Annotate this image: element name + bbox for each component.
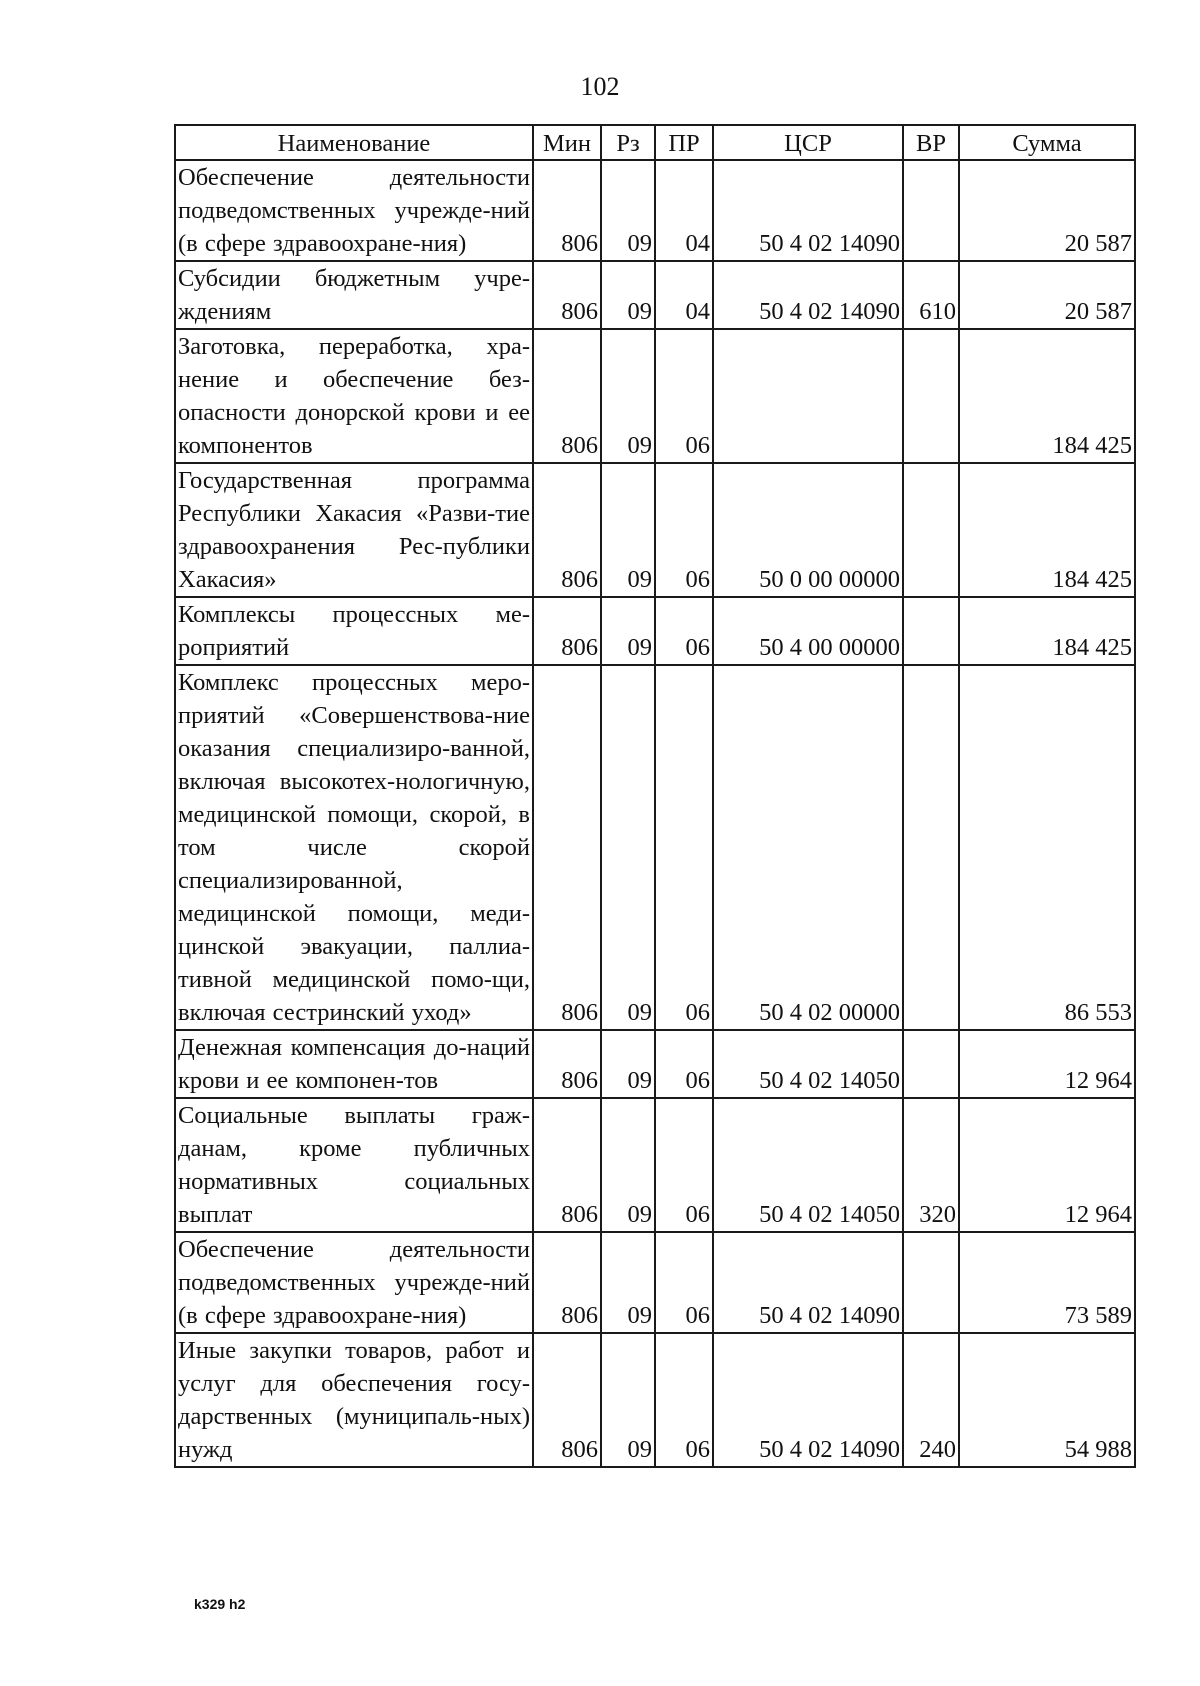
- table-row: [175, 1098, 1135, 1232]
- row-csr: 50 4 02 14090: [713, 261, 903, 329]
- table-row: [175, 597, 1135, 665]
- table-row: [175, 463, 1135, 597]
- row-csr: 50 0 00 00000: [713, 463, 903, 597]
- page-number: 102: [580, 72, 620, 101]
- table-row: [175, 160, 1135, 261]
- header-csr: ЦСР: [713, 125, 903, 160]
- table-row: [175, 1030, 1135, 1098]
- header-sum: Сумма: [959, 125, 1135, 160]
- table-row: [175, 665, 1135, 1030]
- row-min: 806: [533, 597, 601, 665]
- table-row: [175, 261, 1135, 329]
- row-sum: 54 988: [959, 1333, 1135, 1467]
- row-pr: 06: [655, 1030, 713, 1098]
- header-rz: Рз: [601, 125, 655, 160]
- table-row: [175, 1232, 1135, 1333]
- row-rz: 09: [601, 1030, 655, 1098]
- row-sum: 12 964: [959, 1030, 1135, 1098]
- row-pr: 06: [655, 329, 713, 463]
- row-csr: [713, 329, 903, 463]
- row-rz: 09: [601, 597, 655, 665]
- row-vr: [903, 665, 959, 1030]
- row-name: Денежная компенсация до-наций крови и ее компонен-тов: [175, 1030, 533, 1098]
- row-pr: 06: [655, 1232, 713, 1333]
- header-name: Наименование: [175, 125, 533, 160]
- row-sum: 184 425: [959, 597, 1135, 665]
- row-rz: 09: [601, 261, 655, 329]
- row-sum: 184 425: [959, 463, 1135, 597]
- row-name: Комплексы процессных ме-роприятий: [175, 597, 533, 665]
- row-min: 806: [533, 261, 601, 329]
- row-sum: 73 589: [959, 1232, 1135, 1333]
- row-rz: 09: [601, 665, 655, 1030]
- row-min: 806: [533, 1098, 601, 1232]
- row-pr: 04: [655, 261, 713, 329]
- row-csr: 50 4 02 00000: [713, 665, 903, 1030]
- row-name: Комплекс процессных меро-приятий «Совершенствова-ние оказания специализиро-ванной, включая высокотех-нологичную, медицинской помощи, скорой, в том числе скорой специализированной, медицинской помощи, меди-цинской эвакуации, паллиа-тивной медицинской помо-щи, включая сестринский уход»: [175, 665, 533, 1030]
- row-pr: 06: [655, 597, 713, 665]
- row-vr: [903, 1030, 959, 1098]
- row-vr: [903, 160, 959, 261]
- row-sum: 20 587: [959, 160, 1135, 261]
- row-min: 806: [533, 463, 601, 597]
- row-min: 806: [533, 1232, 601, 1333]
- row-csr: 50 4 02 14050: [713, 1030, 903, 1098]
- row-csr: 50 4 02 14090: [713, 1333, 903, 1467]
- row-csr: 50 4 02 14050: [713, 1098, 903, 1232]
- row-pr: 06: [655, 1098, 713, 1232]
- header-min: Мин: [533, 125, 601, 160]
- row-min: 806: [533, 1333, 601, 1467]
- row-rz: 09: [601, 160, 655, 261]
- row-rz: 09: [601, 329, 655, 463]
- row-csr: 50 4 00 00000: [713, 597, 903, 665]
- table-header: [175, 125, 1135, 160]
- row-rz: 09: [601, 1098, 655, 1232]
- row-min: 806: [533, 665, 601, 1030]
- row-csr: 50 4 02 14090: [713, 160, 903, 261]
- row-rz: 09: [601, 1232, 655, 1333]
- row-min: 806: [533, 329, 601, 463]
- row-sum: 184 425: [959, 329, 1135, 463]
- row-sum: 86 553: [959, 665, 1135, 1030]
- row-vr: [903, 597, 959, 665]
- row-name: Иные закупки товаров, работ и услуг для обеспечения госу-дарственных (муниципаль-ных) нужд: [175, 1333, 533, 1467]
- row-vr: [903, 1232, 959, 1333]
- row-name: Обеспечение деятельности подведомственных учрежде-ний (в сфере здравоохране-ния): [175, 1232, 533, 1333]
- row-sum: 12 964: [959, 1098, 1135, 1232]
- header-row: [175, 125, 1135, 160]
- table-row: [175, 329, 1135, 463]
- row-name: Социальные выплаты граж-данам, кроме публичных нормативных социальных выплат: [175, 1098, 533, 1232]
- row-vr: 320: [903, 1098, 959, 1232]
- row-min: 806: [533, 1030, 601, 1098]
- row-rz: 09: [601, 1333, 655, 1467]
- row-pr: 04: [655, 160, 713, 261]
- row-csr: 50 4 02 14090: [713, 1232, 903, 1333]
- row-name: Заготовка, переработка, хра-нение и обеспечение без-опасности донорской крови и ее компонентов: [175, 329, 533, 463]
- table-body: [175, 160, 1135, 1467]
- row-pr: 06: [655, 1333, 713, 1467]
- row-vr: 240: [903, 1333, 959, 1467]
- row-pr: 06: [655, 665, 713, 1030]
- row-rz: 09: [601, 463, 655, 597]
- row-pr: 06: [655, 463, 713, 597]
- header-vr: ВР: [903, 125, 959, 160]
- budget-table: [174, 124, 1136, 1468]
- row-name: Государственная программа Республики Хакасия «Разви-тие здравоохранения Рес-публики Хакасия»: [175, 463, 533, 597]
- row-vr: [903, 463, 959, 597]
- table-row: [175, 1333, 1135, 1467]
- footer-code: k329 h2: [194, 1596, 246, 1612]
- row-name: Субсидии бюджетным учре-ждениям: [175, 261, 533, 329]
- row-name: Обеспечение деятельности подведомственных учрежде-ний (в сфере здравоохране-ния): [175, 160, 533, 261]
- header-pr: ПР: [655, 125, 713, 160]
- row-min: 806: [533, 160, 601, 261]
- row-vr: 610: [903, 261, 959, 329]
- row-sum: 20 587: [959, 261, 1135, 329]
- row-vr: [903, 329, 959, 463]
